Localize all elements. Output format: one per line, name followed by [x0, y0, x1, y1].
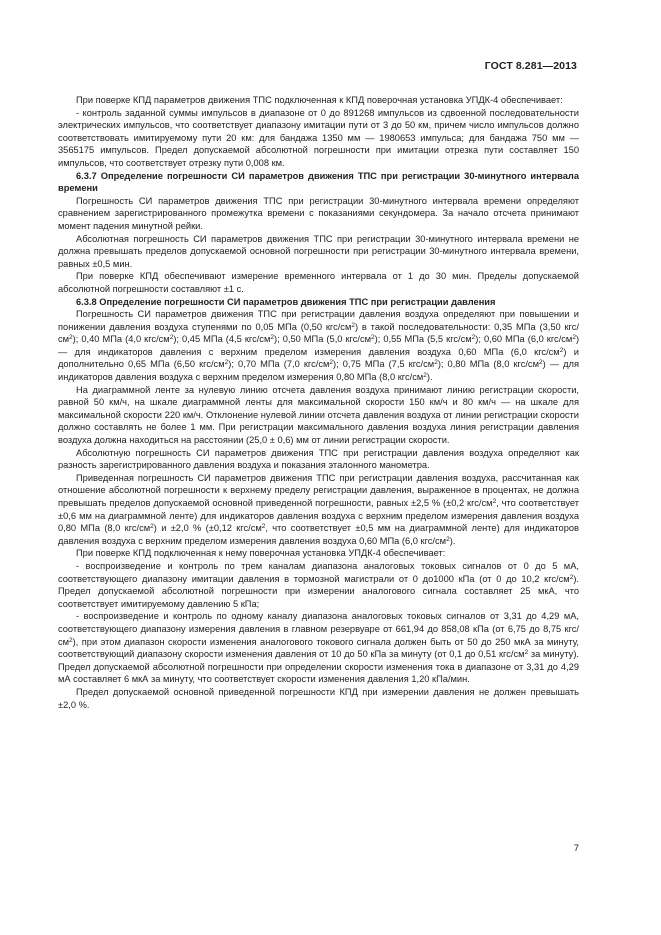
section-heading-6-3-7: 6.3.7 Определение погрешности СИ параметров движения ТПС при регистрации 30-минутного интервала времени	[58, 170, 579, 194]
paragraph: - контроль заданной суммы импульсов в диапазоне от 0 до 891268 импульсов из сдвоенной последовательности электрических импульсов, что соответствует диапазону имитации пути от 3 до 50 км, причем число импульсов должно соответствовать имитируемому пути 20 км: для бандажа 1350 мм — 1980653 импульса; для бандажа 750 мм — 3565175 импульсов. Предел допускаемой абсолютной погрешности при имитации отрезка пути составляет 150 импульсов, что соответствует отрезку пути 0,008 км.	[58, 107, 579, 168]
section-heading-6-3-8: 6.3.8 Определение погрешности СИ параметров движения ТПС при регистрации давления	[76, 296, 496, 307]
standard-header: ГОСТ 8.281—2013	[484, 60, 577, 72]
paragraph: При поверке КПД подключенная к нему поверочная установка УПДК-4 обеспечивает:	[76, 548, 446, 559]
paragraph: На диаграммной ленте за нулевую линию отсчета давления воздуха принимают линию регистрации скорости, равной 50 км/ч, на шкале диаграммной ленты для максимальной скорости 150 км/ч и 80 км/ч — на шкале для максимальной скорости 220 км/ч. Отклонение нулевой линии отсчета давления воздуха от линии регистрации скорости должно составлять не более 1 мм. При регистрации максимального давления воздуха линия регистрации давления воздуха должна находиться на расстоянии (25,0 ± 0,6) мм от линии регистрации скорости.	[58, 384, 579, 446]
paragraph: Погрешность СИ параметров движения ТПС при регистрации 30-минутного интервала времени определяют сравнением зарегистрированного промежутка времени с показаниями секундомера. За начало отсчета принимают момент падения минутной рейки.	[58, 195, 579, 231]
paragraph: При поверке КПД параметров движения ТПС подключенная к КПД поверочная установка УПДК-4 обеспечивает:	[76, 95, 563, 105]
body-text	[58, 94, 579, 711]
paragraph: Приведенная погрешность СИ параметров движения ТПС при регистрации давления воздуха, рассчитанная как отношение абсолютной погрешности к верхнему пределу регистрации давления, выраженное в процентах, не должна превышать пределов допускаемой основной приведенной погрешности, равных ±2,5 % (±0,2 кгс/$см^2$, что соответствует ±0,6 мм на диаграммной ленте) для индикаторов давления воздуха с верхним пределом измерения давления воздуха 0,80 МПа (8,0 кгс/$см^2$) и ±2,0 % (±0,12 кгс/$см^2$, что соответствует ±0,5 мм на диаграммной ленте) для индикаторов давления воздуха с верхним пределом измерения давления воздуха 0,60 МПа (6,0 кгс/$см^2$).	[58, 472, 579, 546]
paragraph: Абсолютная погрешность СИ параметров движения ТПС при регистрации 30-минутного интервала времени не должна превышать пределов допускаемой основной погрешности при регистрации 30-минутного интервала времени, равных ±0,5 мин.	[58, 233, 579, 269]
paragraph: При поверке КПД обеспечивают измерение временного интервала от 1 до 30 мин. Пределы допускаемой абсолютной погрешности составляют ±1 с.	[58, 271, 579, 294]
page-number: 7	[573, 843, 579, 854]
list-item: - воспроизведение и контроль по трем каналам диапазона аналоговых токовых сигналов от 0 до 5 мА, соответствующего диапазону имитации давления в тормозной магистрали от 0 до1000 кПа (от 0 до 10,2 кгс/$см^2$). Предел допускаемой абсолютной погрешности при измерении аналогового сигнала составляет 25 мкА, что соответствует имитируемому давлению 5 кПа;	[58, 560, 579, 609]
paragraph: Предел допускаемой основной приведенной погрешности КПД при измерении давления не должен превышать ±2,0 %.	[58, 686, 579, 710]
paragraph: Абсолютную погрешность СИ параметров движения ТПС при регистрации давления воздуха определяют как разность зарегистрированного давления воздуха и показания эталонного манометра.	[58, 447, 579, 471]
list-item: - воспроизведение и контроль по одному каналу диапазона аналоговых токовых сигналов от 3,31 до 4,29 мА, соответствующего диапазону измерения давления в главном резервуаре от 661,94 до 858,08 кПа (от 6,75 до 8,75 кгс/$см^2$), при этом диапазон скорости изменения аналогового токового сигнала должен быть от 50 до 250 мкА за минуту, соответствующий диапазону скорости изменения давления от 10 до 50 кПа за минуту (от 0,1 до 0,51 кгс/$см^2$ за минуту). Предел допускаемой абсолютной погрешности при определении скорости изменения тока в диапазоне от 3,31 до 4,29 мА составляет 6 мкА за минуту, что соответствует скорости изменения давления 1,20 кПа/мин.	[58, 611, 580, 685]
paragraph: Погрешность СИ параметров движения ТПС при регистрации давления воздуха определяют при повышении и понижении давления воздуха ступенями по 0,05 МПа (0,50 кгс/$см^2$) в такой последовательности: 0,35 МПа (3,50 кгс/$см^2$); 0,40 МПа (4,0 кгс/$см^2$); 0,45 МПа (4,5 кгс/$см^2$); 0,50 МПа (5,0 кгс/$см^2$); 0,55 МПа (5,5 кгс/$см^2$); 0,60 МПа (6,0 кгс/$см^2$) — для индикаторов давления с верхним пределом измерения давления воздуха 0,60 МПа (6,0 кгс/$см^2$) и дополнительно 0,65 МПа (6,50 кгс/$см^2$); 0,70 МПа (7,0 кгс/$см^2$); 0,75 МПа (7,5 кгс/$см^2$); 0,80 МПа (8,0 кгс/$см^2$) — для индикаторов давления воздуха с верхним пределом измерения 0,80 МПа (8,0 кгс/$см^2$).	[58, 309, 580, 383]
